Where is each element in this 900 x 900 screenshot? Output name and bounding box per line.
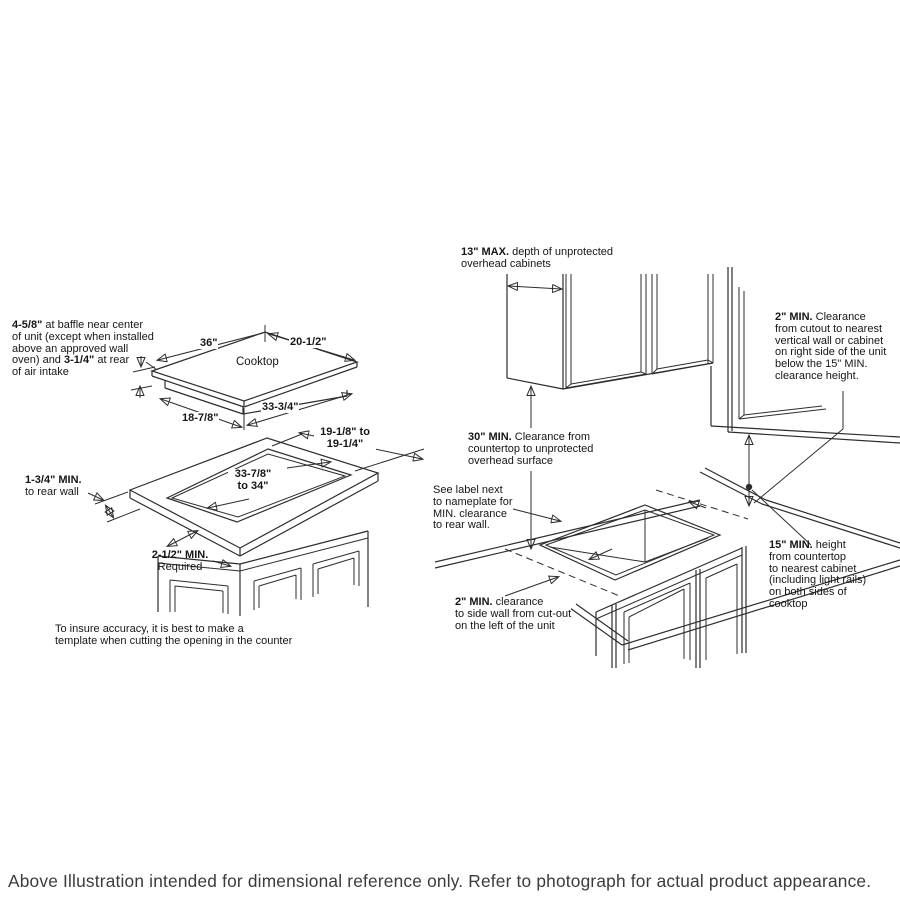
baffle-height-note: 4-5/8" at baffle near center of unit (except when installed above an approved wall oven) and 3-1/4" at rear of air intake bbox=[12, 319, 154, 379]
right-wall-clearance-note: 2" MIN. Clearance from cutout to nearest vertical wall or cabinet on right side of the unit below the 15" MIN. clearance height. bbox=[775, 311, 887, 382]
overhead-cabinet-depth-note: 13" MAX. depth of unprotected overhead cabinets bbox=[461, 246, 613, 270]
dim-top-depth-label: 20-1/2" bbox=[290, 336, 327, 348]
dim-cutout-width-label: 33-7/8" to 34" bbox=[228, 469, 278, 493]
dim-cutout-depth-label: 19-1/8" to 19-1/4" bbox=[314, 427, 376, 451]
counter-cutout-drawing bbox=[88, 433, 424, 616]
side-wall-clearance-note: 2" MIN. clearance to side wall from cut-out on the left of the unit bbox=[455, 596, 572, 632]
dim-top-width-label: 36" bbox=[200, 337, 218, 349]
rear-wall-clearance-note: 1-3/4" MIN. to rear wall bbox=[25, 474, 82, 498]
caption: Above Illustration intended for dimensional reference only. Refer to photograph for actual product appearance. bbox=[8, 871, 872, 891]
template-accuracy-note: To insure accuracy, it is best to make a template when cutting the opening in the counter bbox=[55, 623, 293, 647]
overhead-clearance-note: 30" MIN. Clearance from countertop to unprotected overhead surface bbox=[468, 431, 594, 467]
cooktop-surface-label: Cooktop bbox=[236, 356, 279, 368]
front-clearance-note: 2-1/2" MIN. Required bbox=[151, 549, 209, 573]
dim-bottom-depth-label: 33-3/4" bbox=[262, 401, 299, 413]
nameplate-note: See label next to nameplate for MIN. clearance to rear wall. bbox=[433, 484, 513, 532]
dim-bottom-width-label: 18-7/8" bbox=[182, 412, 219, 424]
cabinet-height-note: 15" MIN. height from countertop to nearest cabinet (including light rails) on both sides of cooktop bbox=[769, 539, 867, 610]
